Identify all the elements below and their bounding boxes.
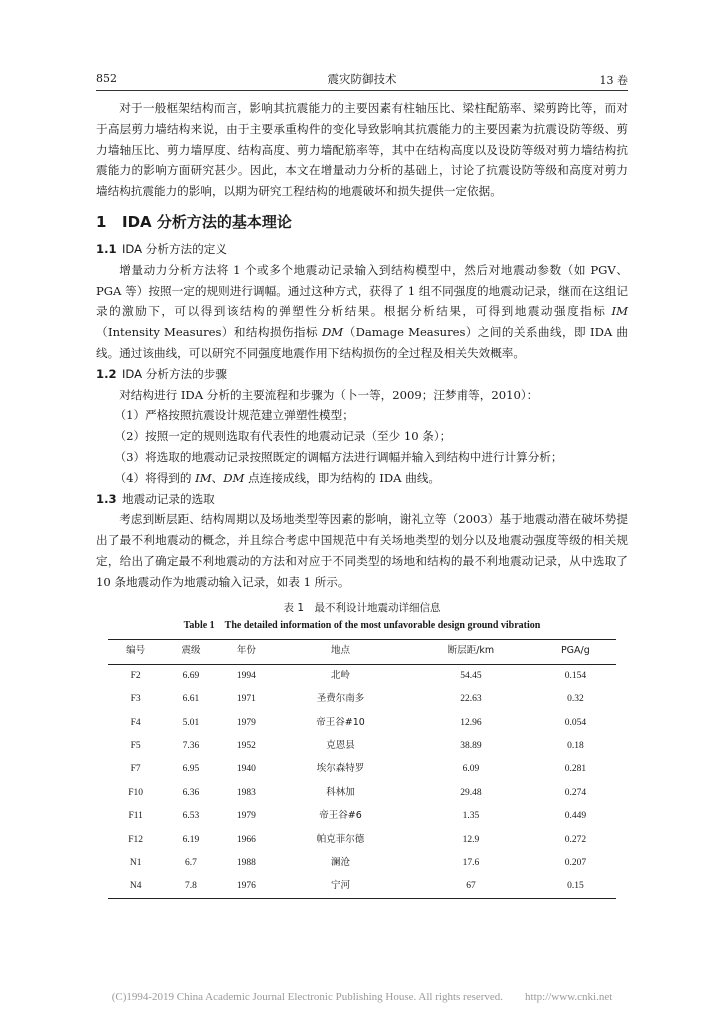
record-selection-paragraph: 考虑到断层距、结构周期以及场地类型等因素的影响，谢礼立等（2003）基于地震动潜在破坏势提出了最不利地震动的概念，并且综合考虑中国规范中有关场地类型的划分以及地震动强度等级的相关规定，给出了确定最不利地震动的方法和对应于不同类型的场地和结构的最不利地震动记录，从中选取了 10 条地震动作为地震动输入记录，如表 1 所示。 <box>96 512 628 589</box>
table-row <box>108 852 616 875</box>
cell-magnitude: 5.01 <box>182 717 200 728</box>
cell-fault-distance: 1.35 <box>462 811 480 822</box>
text-run: 增量动力分析方法将 1 个或多个地震动记录输入到结构模型中，然后对地震动参数（如 PGV、PGA 等）按照一定的规则进行调幅。通过这种方式，获得了 1 组不同强度的地震动记录，继而在这组记录的激励下，可以得到该结构的弹塑性分析结果。根据分析结果，可得到地震动强度指标 <box>96 262 628 319</box>
text-run: 、 <box>211 470 224 485</box>
ida-definition-paragraph <box>96 260 628 364</box>
cell-location: 埃尔森特罗 <box>316 763 365 775</box>
section-number: 1 <box>96 212 107 231</box>
page-number: 852 <box>96 72 117 85</box>
cell-year: 1983 <box>236 787 256 798</box>
intro-paragraph: 对于一般框架结构而言，影响其抗震能力的主要因素有柱轴压比、梁柱配筋率、梁剪跨比等，而对于高层剪力墙结构来说，由于主要承重构件的变化导致影响其抗震能力的主要因素为抗震设防等级、剪力墙轴压比、剪力墙厚度、结构高度、剪力墙配筋率等，其中在结构高度以及设防等级对剪力墙结构抗震能力的影响方面研究甚少。因此，本文在增量动力分析的基础上，讨论了抗震设防等级和高度对剪力墙结构抗震能力的影响，以期为研究工程结构的地震破坏和损失提供一定依据。 <box>96 101 628 199</box>
text-run: （4）将得到的 <box>114 470 196 485</box>
table-row <box>108 805 616 828</box>
cell-fault-distance: 29.48 <box>460 787 482 798</box>
cell-year: 1976 <box>219 875 274 899</box>
running-header <box>96 70 628 91</box>
cell-fault-distance: 6.09 <box>462 764 480 775</box>
col-header-fault-distance: 断层距/km <box>407 639 535 664</box>
cell-fault-distance: 54.45 <box>460 670 482 681</box>
text-run: 点连接成线，即为结构的 IDA 曲线。 <box>244 470 441 485</box>
cell-fault-distance: 17.6 <box>462 857 480 868</box>
cell-location: 澜沧 <box>331 856 351 868</box>
symbol-im: IM <box>195 470 212 485</box>
journal-title: 震灾防御技术 <box>327 72 397 86</box>
cell-pga: 0.207 <box>564 857 587 868</box>
table-row <box>108 758 616 781</box>
cell-year: 1952 <box>236 741 256 751</box>
cell-year: 1940 <box>236 764 256 775</box>
col-header-location: 地点 <box>274 639 407 664</box>
symbol-im: IM <box>611 304 628 319</box>
cell-magnitude: 6.7 <box>185 857 197 868</box>
cell-pga: 0.32 <box>567 694 584 705</box>
cell-year: 1979 <box>236 717 256 728</box>
cell-pga: 0.18 <box>567 741 584 751</box>
cell-magnitude: 6.95 <box>182 764 200 775</box>
cell-year: 1971 <box>236 694 256 705</box>
col-header-pga: PGA/g <box>535 639 616 664</box>
cell-location: 科林加 <box>326 786 355 798</box>
ida-steps-intro: 对结构进行 IDA 分析的主要流程和步骤为（卜一等，2009；汪梦甫等，2010）： <box>119 387 539 402</box>
subsection-number: 1.2 <box>96 366 117 381</box>
cell-magnitude: 6.53 <box>182 811 200 822</box>
cell-id: F5 <box>130 741 141 751</box>
subsection-title: 地震动记录的选取 <box>122 491 215 506</box>
cell-pga: 0.272 <box>564 834 587 845</box>
cell-magnitude: 7.36 <box>182 741 200 751</box>
copyright-footer: (C)1994-2019 China Academic Journal Electronic Publishing House. All rights reserved. http://www.cnki.net <box>111 991 613 1003</box>
cell-id: F11 <box>128 811 143 822</box>
cell-id: F4 <box>130 717 141 728</box>
cell-fault-distance: 12.96 <box>460 717 482 728</box>
table-row <box>108 828 616 851</box>
table-body <box>108 664 616 899</box>
table-row <box>108 711 616 734</box>
cell-magnitude: 6.61 <box>182 694 200 705</box>
ground-motion-table <box>108 639 616 900</box>
cell-id: F10 <box>128 787 144 798</box>
subsection-number: 1.1 <box>96 241 117 256</box>
cell-location: 帝王谷#10 <box>316 716 365 728</box>
article-body <box>96 98 628 899</box>
cell-year: 1994 <box>236 670 256 681</box>
cell-fault-distance: 22.63 <box>460 694 482 705</box>
cell-location: 帝王谷#6 <box>319 810 362 822</box>
cell-pga: 0.15 <box>535 875 616 899</box>
cell-pga: 0.154 <box>564 670 587 681</box>
cell-id: F12 <box>128 834 144 845</box>
cell-magnitude: 6.36 <box>182 787 200 798</box>
cell-location: 帕克菲尔德 <box>316 833 365 845</box>
cell-location: 北岭 <box>331 669 351 681</box>
cell-fault-distance: 38.89 <box>460 741 482 751</box>
cell-year: 1966 <box>236 834 256 845</box>
cell-magnitude: 7.8 <box>163 875 218 899</box>
cell-pga: 0.281 <box>564 764 587 775</box>
table-row <box>108 735 616 758</box>
table-row <box>108 664 616 688</box>
cell-year: 1979 <box>236 811 256 822</box>
cell-pga: 0.054 <box>564 717 587 728</box>
section-heading-1 <box>96 211 628 233</box>
cell-year: 1988 <box>236 857 256 868</box>
cell-location: 宁河 <box>274 875 407 899</box>
col-header-id: 编号 <box>108 639 163 664</box>
section-title: IDA 分析方法的基本理论 <box>122 212 292 231</box>
step-item-2: （2）按照一定的规则选取有代表性的地震动记录（至少 10 条）； <box>114 429 452 444</box>
table-row <box>108 688 616 711</box>
cell-fault-distance: 12.9 <box>462 834 480 845</box>
subsection-number: 1.3 <box>96 491 117 506</box>
cell-id: F7 <box>130 764 141 775</box>
step-item-1: （1）严格按照抗震设计规范建立弹塑性模型； <box>114 408 354 423</box>
step-item-4 <box>96 468 628 489</box>
cell-fault-distance: 67 <box>407 875 535 899</box>
volume-label: 13 卷 <box>599 74 628 87</box>
subsection-heading-1-2 <box>96 364 628 385</box>
text-run: （Damage Measures）之间的关系曲线，即 IDA 曲线。通过该曲线，可以研究不同强度地震作用下结构损伤的全过程及相关失效概率。 <box>96 325 628 360</box>
symbol-dm: DM <box>321 325 344 340</box>
cell-location: 圣费尔南多 <box>316 693 365 705</box>
cell-id: N1 <box>129 857 142 868</box>
subsection-title: IDA 分析方法的步骤 <box>122 366 227 381</box>
table-header-row <box>108 639 616 664</box>
subsection-title: IDA 分析方法的定义 <box>122 241 227 256</box>
text-run: （Intensity Measures）和结构损伤指标 <box>96 325 322 340</box>
table-row <box>108 875 616 899</box>
cell-magnitude: 6.19 <box>182 834 200 845</box>
cell-pga: 0.274 <box>564 787 587 798</box>
cell-magnitude: 6.69 <box>182 670 200 681</box>
cell-id: N4 <box>108 875 163 899</box>
col-header-magnitude: 震级 <box>163 639 218 664</box>
cell-location: 克恩县 <box>326 740 355 751</box>
table-row <box>108 781 616 804</box>
col-header-year: 年份 <box>219 639 274 664</box>
step-item-3: （3）将选取的地震动记录按照既定的调幅方法进行调幅并输入到结构中进行计算分析； <box>114 449 563 464</box>
subsection-heading-1-3 <box>96 489 628 510</box>
cell-id: F3 <box>130 694 141 705</box>
cell-pga: 0.449 <box>564 811 587 822</box>
symbol-dm: DM <box>223 470 245 485</box>
subsection-heading-1-1 <box>96 239 628 260</box>
cell-id: F2 <box>130 670 141 681</box>
table-caption-en: Table 1 The detailed information of the most unfavorable design ground vibration <box>183 619 541 631</box>
table-caption-cn: 表 1 最不利设计地震动详细信息 <box>283 601 441 614</box>
